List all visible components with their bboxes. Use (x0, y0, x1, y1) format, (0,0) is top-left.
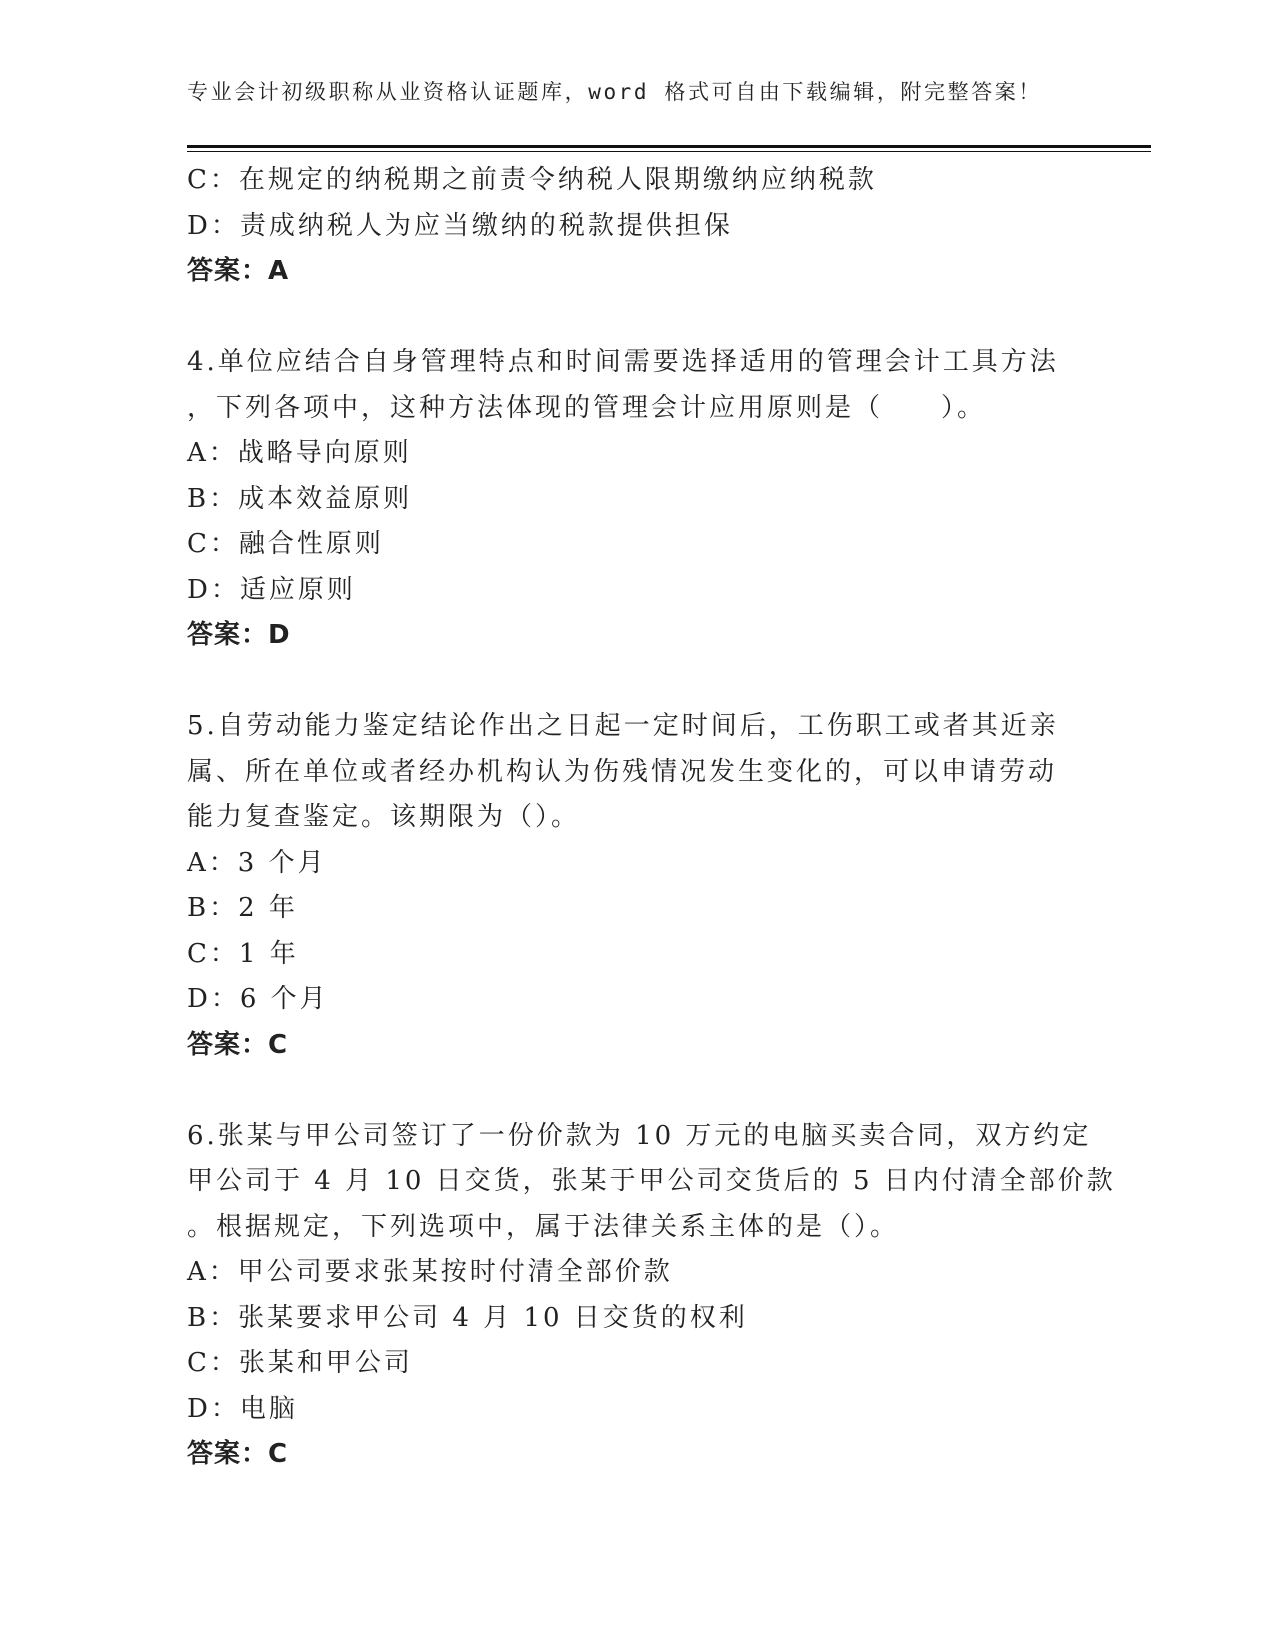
question-5 (187, 704, 1087, 1068)
option-a: A：战略导向原则 (187, 438, 412, 468)
spacer (187, 295, 1087, 341)
question-stem: 6.张某与甲公司签订了一份价款为 10 万元的电脑买卖合同，双方约定 (187, 1120, 1092, 1151)
option-d: D：6 个月 (187, 984, 329, 1014)
question-6 (187, 1114, 1116, 1478)
option-c: C：在规定的纳税期之前责令纳税人限期缴纳应纳税款 (187, 165, 877, 195)
answer-line: 答案：D (187, 620, 291, 650)
question-stem: 4.单位应结合自身管理特点和时间需要选择适用的管理会计工具方法 (187, 347, 1059, 377)
option-c: C：张某和甲公司 (187, 1348, 413, 1378)
question-content (187, 158, 1116, 1478)
answer-line: 答案：C (187, 1439, 289, 1469)
option-d: D：责成纳税人为应当缴纳的税款提供担保 (187, 210, 733, 241)
page-header: 专业会计初级职称从业资格认证题库，word 格式可自由下载编辑，附完整答案！ (187, 80, 1043, 104)
spacer (187, 659, 1087, 705)
option-a: A：3 个月 (187, 847, 327, 878)
question-stem: 能力复查鉴定。该期限为（）。 (187, 802, 581, 832)
option-c: C：1 年 (187, 938, 299, 969)
question-stem: 属、所在单位或者经办机构认为伤残情况发生变化的，可以申请劳动 (187, 756, 1058, 787)
option-a: A：甲公司要求张某按时付清全部价款 (187, 1257, 673, 1287)
answer-line: 答案：A (187, 256, 290, 286)
spacer (187, 1068, 1087, 1114)
question-stem: 。根据规定，下列选项中，属于法律关系主体的是（）。 (187, 1211, 900, 1242)
option-b: B：张某要求甲公司 4 月 10 日交货的权利 (187, 1302, 748, 1333)
option-d: D：电脑 (187, 1393, 298, 1424)
question-stem: 甲公司于 4 月 10 日交货，张某于甲公司交货后的 5 日内付清全部价款 (187, 1166, 1116, 1196)
header-rule-thick (187, 145, 1151, 148)
option-d: D：适应原则 (187, 574, 356, 605)
question-3-tail (187, 158, 1087, 295)
answer-line: 答案：C (187, 1029, 289, 1060)
header-rule-thin (187, 151, 1151, 152)
option-b: B：2 年 (187, 893, 298, 923)
question-stem: ，下列各项中，这种方法体现的管理会计应用原则是（ ）。 (187, 392, 987, 423)
option-c: C：融合性原则 (187, 529, 384, 559)
option-b: B：成本效益原则 (187, 483, 413, 514)
question-4 (187, 340, 1087, 659)
question-stem: 5.自劳动能力鉴定结论作出之日起一定时间后，工伤职工或者其近亲 (187, 711, 1059, 741)
